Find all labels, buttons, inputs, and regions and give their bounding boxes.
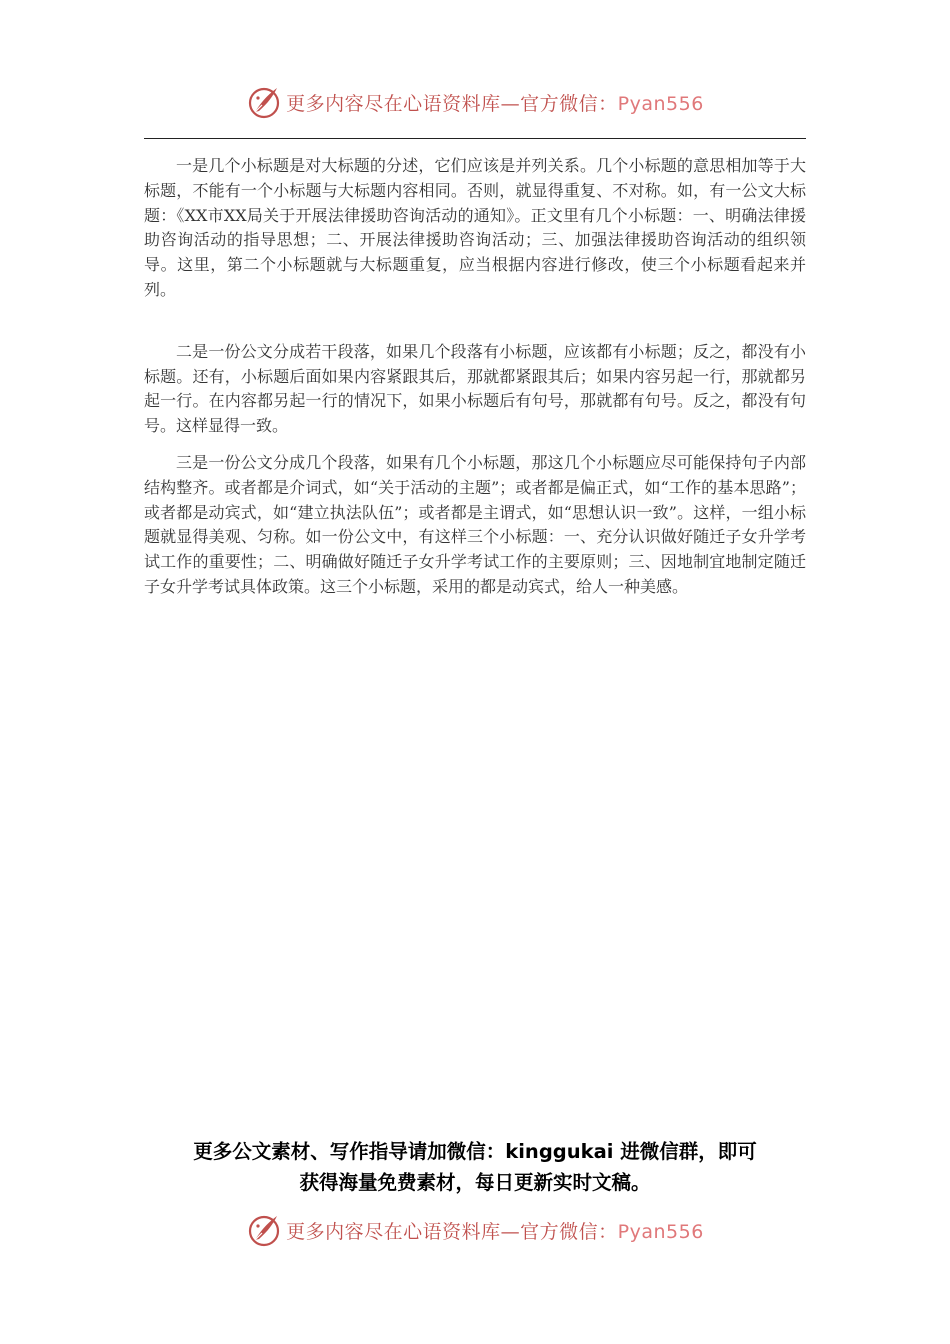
quill-pen-logo-icon xyxy=(246,1212,282,1248)
footer-wechat-id: Pyan556 xyxy=(617,1220,704,1243)
header-divider xyxy=(144,138,806,139)
header-banner xyxy=(0,80,950,124)
header-wechat-id: Pyan556 xyxy=(617,92,704,115)
promo-line-1: 更多公文素材、写作指导请加微信：kinggukai 进微信群，即可 xyxy=(193,1140,757,1163)
quill-pen-logo-icon xyxy=(246,84,282,120)
footer-banner-text: 更多内容尽在心语资料库—官方微信：Pyan556 xyxy=(286,1220,704,1243)
document-body xyxy=(144,154,806,600)
header-banner-text: 更多内容尽在心语资料库—官方微信：Pyan556 xyxy=(286,92,704,115)
footer-banner xyxy=(0,1208,950,1252)
paragraph-1: 一是几个小标题是对大标题的分述，它们应该是并列关系。几个小标题的意思相加等于大标题，不能有一个小标题与大标题内容相同。否则，就显得重复、不对称。如，有一公文大标题：《XX市XX局关于开展法律援助咨询活动的通知》。正文里有几个小标题：一、明确法律援助咨询活动的指导思想；二、开展法律援助咨询活动；三、加强法律援助咨询活动的组织领导。这里，第二个小标题就与大标题重复，应当根据内容进行修改，使三个小标题看起来并列。 xyxy=(144,156,806,299)
promo-notice xyxy=(144,1136,806,1198)
paragraph-3: 三是一份公文分成几个段落，如果有几个小标题，那这几个小标题应尽可能保持句子内部结构整齐。或者都是介词式，如“关于活动的主题”；或者都是偏正式，如“工作的基本思路”；或者都是动宾式，如“建立执法队伍”；或者都是主谓式，如“思想认识一致”。这样，一组小标题就显得美观、匀称。如一份公文中，有这样三个小标题：一、充分认识做好随迁子女升学考试工作的重要性；二、明确做好随迁子女升学考试工作的主要原则；三、因地制宜地制定随迁子女升学考试具体政策。这三个小标题，采用的都是动宾式，给人一种美感。 xyxy=(144,452,806,596)
paragraph-2: 二是一份公文分成若干段落，如果几个段落有小标题，应该都有小标题；反之，都没有小标题。还有，小标题后面如果内容紧跟其后，那就都紧跟其后；如果内容另起一行，那就都另起一行。在内容都另起一行的情况下，如果小标题后有句号，那就都有句号。反之，都没有句号。这样显得一致。 xyxy=(144,341,806,436)
promo-line-2: 获得海量免费素材，每日更新实时文稿。 xyxy=(299,1171,651,1194)
